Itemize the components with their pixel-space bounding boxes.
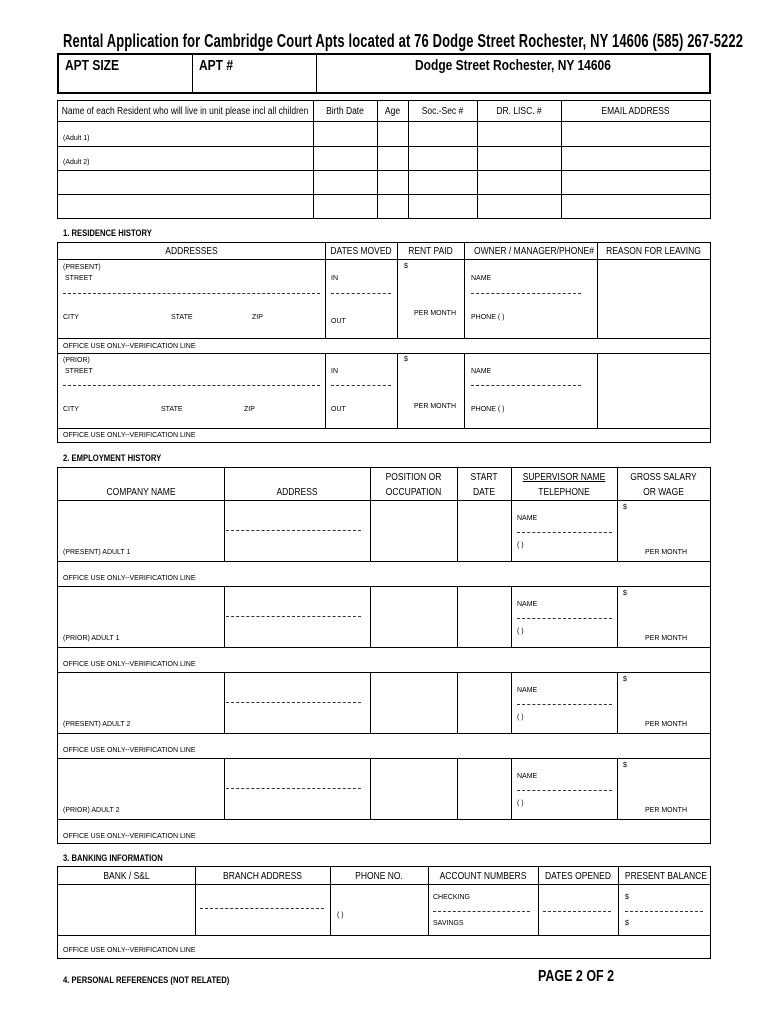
addresses-header: ADDRESSES — [165, 246, 218, 257]
branch-address-header: BRANCH ADDRESS — [223, 871, 302, 882]
office-use-line: OFFICE USE ONLY--VERIFICATION LINE — [63, 833, 196, 840]
owner-phone-label: PHONE ( ) — [471, 314, 505, 321]
salary-dollar: $ — [623, 590, 627, 597]
adult-2-row-label: (Adult 2) — [63, 159, 90, 166]
email-header: EMAIL ADDRESS — [601, 106, 670, 117]
page-title: Rental Application for Cambridge Court Apts located at 76 Dodge Street Rochester, NY 14606 (585) 267-5222 — [63, 31, 744, 51]
employment-row-label: (PRIOR) ADULT 2 — [63, 807, 120, 814]
account-numbers-header: ACCOUNT NUMBERS — [439, 871, 527, 882]
banking-section: 3. BANKING INFORMATION — [63, 853, 163, 863]
apartment-box — [57, 53, 711, 94]
salary-per-month: PER MONTH — [645, 549, 687, 556]
office-use-line: OFFICE USE ONLY--VERIFICATION LINE — [63, 947, 196, 954]
supervisor-phone-label: ( ) — [517, 542, 524, 549]
checking-balance-dollar: $ — [625, 894, 629, 901]
personal-references-section: 4. PERSONAL REFERENCES (NOT RELATED) — [63, 975, 230, 985]
street-label: STREET — [65, 368, 93, 375]
owner-name-label: NAME — [471, 275, 492, 282]
zip-label: ZIP — [244, 406, 255, 413]
office-use-line: OFFICE USE ONLY--VERIFICATION LINE — [63, 747, 196, 754]
start-header-2: DATE — [472, 487, 496, 498]
salary-per-month: PER MONTH — [645, 635, 687, 642]
apt-size-label: APT SIZE — [65, 57, 120, 74]
bank-header: BANK / S&L — [103, 871, 150, 882]
employment-row-label: (PRESENT) ADULT 2 — [63, 721, 131, 728]
salary-header-1: GROSS SALARY — [630, 472, 697, 483]
office-use-line: OFFICE USE ONLY--VERIFICATION LINE — [63, 432, 196, 439]
residents-name-header: Name of each Resident who will live in unit please incl all children — [61, 106, 309, 117]
street-label: STREET — [65, 275, 93, 282]
supervisor-phone-label: ( ) — [517, 714, 524, 721]
adult-1-row-label: (Adult 1) — [63, 135, 90, 142]
salary-dollar: $ — [623, 676, 627, 683]
rent-dollar: $ — [404, 263, 408, 270]
employment-row-label: (PRIOR) ADULT 1 — [63, 635, 120, 642]
residence-history-section: 1. RESIDENCE HISTORY — [63, 228, 152, 238]
out-label: OUT — [331, 406, 346, 413]
present-label: (PRESENT) — [63, 264, 101, 271]
dates-opened-header: DATES OPENED — [545, 871, 611, 882]
start-header-1: START — [470, 472, 498, 483]
city-label: CITY — [63, 314, 79, 321]
checking-label: CHECKING — [433, 894, 470, 901]
page-number: PAGE 2 OF 2 — [538, 968, 615, 985]
address-label: Dodge Street Rochester, NY 14606 — [415, 57, 611, 74]
supervisor-phone-label: ( ) — [517, 628, 524, 635]
rent-dollar: $ — [404, 356, 408, 363]
employment-history-section: 2. EMPLOYMENT HISTORY — [63, 453, 162, 463]
prior-label: (PRIOR) — [63, 357, 90, 364]
in-label: IN — [331, 275, 338, 282]
supervisor-header-1: SUPERVISOR NAME — [522, 472, 606, 483]
position-header-1: POSITION OR — [385, 472, 442, 483]
apt-number-label: APT # — [199, 57, 234, 74]
employment-address-header: ADDRESS — [276, 487, 318, 498]
city-label: CITY — [63, 406, 79, 413]
salary-per-month: PER MONTH — [645, 807, 687, 814]
savings-label: SAVINGS — [433, 920, 464, 927]
in-label: IN — [331, 368, 338, 375]
supervisor-phone-label: ( ) — [517, 800, 524, 807]
state-label: STATE — [161, 406, 183, 413]
ssn-header: Soc.-Sec # — [421, 106, 464, 117]
company-name-header: COMPANY NAME — [106, 487, 176, 498]
supervisor-header-2: TELEPHONE — [538, 487, 590, 498]
owner-manager-header: OWNER / MANAGER/PHONE# — [473, 246, 594, 257]
salary-header-2: OR WAGE — [643, 487, 684, 498]
per-month-label: PER MONTH — [414, 310, 456, 317]
salary-per-month: PER MONTH — [645, 721, 687, 728]
supervisor-name-label: NAME — [517, 773, 538, 780]
bank-phone-label: ( ) — [337, 912, 344, 919]
owner-name-label: NAME — [471, 368, 492, 375]
supervisor-name-label: NAME — [517, 601, 538, 608]
age-header: Age — [384, 106, 401, 117]
employment-table — [57, 467, 711, 844]
license-header: DR. LISC. # — [496, 106, 542, 117]
office-use-line: OFFICE USE ONLY--VERIFICATION LINE — [63, 575, 196, 582]
zip-label: ZIP — [252, 314, 263, 321]
residents-table — [57, 100, 711, 219]
savings-balance-dollar: $ — [625, 920, 629, 927]
employment-row-label: (PRESENT) ADULT 1 — [63, 549, 131, 556]
salary-dollar: $ — [623, 504, 627, 511]
salary-dollar: $ — [623, 762, 627, 769]
state-label: STATE — [171, 314, 193, 321]
supervisor-name-label: NAME — [517, 687, 538, 694]
owner-phone-label: PHONE ( ) — [471, 406, 505, 413]
dates-moved-header: DATES MOVED — [330, 246, 392, 257]
rent-paid-header: RENT PAID — [408, 246, 453, 257]
supervisor-name-label: NAME — [517, 515, 538, 522]
office-use-line: OFFICE USE ONLY--VERIFICATION LINE — [63, 661, 196, 668]
birth-date-header: Birth Date — [326, 106, 364, 117]
reason-leaving-header: REASON FOR LEAVING — [606, 246, 701, 257]
per-month-label: PER MONTH — [414, 403, 456, 410]
out-label: OUT — [331, 318, 346, 325]
office-use-line: OFFICE USE ONLY--VERIFICATION LINE — [63, 343, 196, 350]
position-header-2: OCCUPATION — [385, 487, 442, 498]
bank-phone-header: PHONE NO. — [355, 871, 403, 882]
present-balance-header: PRESENT BALANCE — [624, 871, 707, 882]
